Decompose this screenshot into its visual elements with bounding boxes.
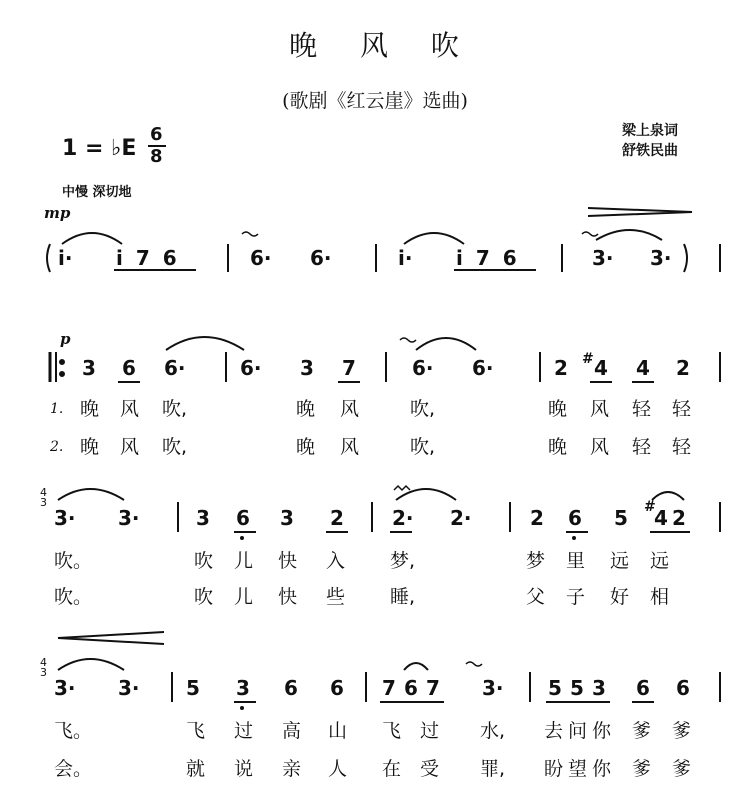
lyric: 飞 bbox=[186, 720, 206, 742]
lyric: 爹 bbox=[632, 720, 652, 742]
lyric: 风 bbox=[120, 436, 140, 458]
note: 2· bbox=[392, 506, 414, 530]
note: 3· bbox=[118, 506, 140, 530]
repeat-dot bbox=[60, 372, 64, 376]
note-group: i 7 6 bbox=[456, 246, 517, 270]
note: 3· bbox=[592, 246, 614, 270]
note: 3· bbox=[118, 676, 140, 700]
lyric: 盼 bbox=[544, 758, 564, 780]
grace-note: 3 bbox=[40, 666, 47, 679]
decrescendo-hairpin bbox=[588, 208, 692, 216]
note: 3· bbox=[650, 246, 672, 270]
note: 3 bbox=[236, 676, 250, 700]
lyric: 吹。 bbox=[54, 550, 93, 572]
grace-note: 3 bbox=[40, 496, 47, 509]
song-title: 晚 风 吹 bbox=[289, 29, 461, 62]
note: 7 bbox=[382, 676, 396, 700]
note: 3· bbox=[54, 506, 76, 530]
note: 4 bbox=[654, 506, 668, 530]
lyric: 子 bbox=[566, 586, 586, 608]
note: i· bbox=[398, 246, 413, 270]
lyric: 儿 bbox=[234, 550, 254, 572]
note: 6· bbox=[164, 356, 186, 380]
octave-dot bbox=[240, 706, 244, 710]
lyric: 风 bbox=[340, 398, 360, 420]
lyric: 快 bbox=[278, 550, 298, 572]
lyric: 飞。 bbox=[54, 720, 93, 742]
ornament-mark bbox=[466, 662, 482, 666]
note: 5 bbox=[548, 676, 562, 700]
slur bbox=[58, 489, 124, 500]
lyric: 吹。 bbox=[54, 586, 93, 608]
lyric: 高 bbox=[282, 720, 302, 742]
dynamic-p: p bbox=[60, 330, 71, 348]
slur bbox=[396, 489, 456, 500]
note: 6 bbox=[122, 356, 136, 380]
lyric: 吹 bbox=[194, 550, 214, 572]
note: 6 bbox=[404, 676, 418, 700]
mordent-mark bbox=[394, 486, 410, 490]
lyric: 快 bbox=[278, 586, 298, 608]
note: 5 bbox=[614, 506, 628, 530]
lyric: 爹 bbox=[672, 720, 692, 742]
note: 3 bbox=[196, 506, 210, 530]
slur bbox=[404, 663, 428, 670]
lyric: 风 bbox=[340, 436, 360, 458]
ornament-mark bbox=[242, 232, 258, 236]
lyric: 就 bbox=[186, 758, 206, 780]
lyric: 远 bbox=[650, 550, 670, 572]
lyric: 风 bbox=[120, 398, 140, 420]
lyric: 吹 bbox=[194, 586, 214, 608]
note: 3· bbox=[54, 676, 76, 700]
slur bbox=[58, 659, 124, 670]
lyric: 些 bbox=[326, 586, 346, 608]
note: 7 bbox=[342, 356, 356, 380]
verse-number: 1. bbox=[50, 401, 64, 417]
lyric: 父 bbox=[526, 586, 546, 608]
note: 6 bbox=[284, 676, 298, 700]
note: 6 bbox=[568, 506, 582, 530]
slur bbox=[652, 492, 684, 500]
lyric: 晚 bbox=[548, 436, 568, 458]
lyric: 轻 bbox=[632, 398, 652, 420]
lyric: 罪, bbox=[480, 758, 506, 780]
lyric: 吹, bbox=[410, 398, 436, 420]
lyric: 晚 bbox=[80, 436, 100, 458]
slur bbox=[62, 233, 122, 244]
sharp-sign: # bbox=[644, 499, 656, 515]
lyric: 会。 bbox=[54, 758, 93, 780]
note: 6· bbox=[310, 246, 332, 270]
grace-note: 4 bbox=[40, 486, 47, 499]
lyric: 爹 bbox=[632, 758, 652, 780]
composer-credit: 舒铁民曲 bbox=[622, 143, 678, 159]
intro-bracket-left bbox=[47, 244, 50, 272]
key-signature: 1 = ♭E bbox=[62, 136, 137, 161]
lyric: 远 bbox=[610, 550, 630, 572]
lyric: 晚 bbox=[296, 398, 316, 420]
lyric: 晚 bbox=[548, 398, 568, 420]
lyric: 说 bbox=[234, 758, 254, 780]
note: 5 bbox=[186, 676, 200, 700]
lyric: 睡, bbox=[390, 586, 416, 608]
note: i· bbox=[58, 246, 73, 270]
note: 2 bbox=[554, 356, 568, 380]
octave-dot bbox=[572, 536, 576, 540]
tempo-marking: 中慢 深切地 bbox=[62, 185, 132, 200]
note: 6· bbox=[250, 246, 272, 270]
lyric: 吹, bbox=[162, 398, 188, 420]
dynamic-mp: mp bbox=[44, 204, 71, 222]
note: 6 bbox=[636, 676, 650, 700]
lyric: 飞 bbox=[382, 720, 402, 742]
repeat-dot bbox=[60, 360, 64, 364]
note: 2· bbox=[450, 506, 472, 530]
note: 6 bbox=[330, 676, 344, 700]
lyric: 吹, bbox=[410, 436, 436, 458]
lyric: 过 bbox=[420, 720, 440, 742]
note: 3 bbox=[300, 356, 314, 380]
lyric: 梦 bbox=[526, 550, 546, 572]
time-signature-bottom: 8 bbox=[150, 146, 163, 167]
lyric: 轻 bbox=[672, 436, 692, 458]
octave-dot bbox=[240, 536, 244, 540]
note: 6 bbox=[236, 506, 250, 530]
sharp-sign: # bbox=[582, 351, 594, 367]
slur bbox=[416, 338, 476, 350]
lyricist-credit: 梁上泉词 bbox=[622, 123, 678, 139]
time-signature-top: 6 bbox=[150, 124, 163, 145]
intro-bracket-right bbox=[684, 244, 687, 272]
lyric: 过 bbox=[234, 720, 254, 742]
note: 4 bbox=[594, 356, 608, 380]
note: 3 bbox=[592, 676, 606, 700]
note: 2 bbox=[330, 506, 344, 530]
note: 2 bbox=[676, 356, 690, 380]
lyric: 轻 bbox=[632, 436, 652, 458]
lyric: 山 bbox=[328, 720, 348, 742]
note: 3 bbox=[82, 356, 96, 380]
lyric: 望 bbox=[568, 758, 588, 780]
lyric: 里 bbox=[566, 550, 586, 572]
verse-number: 2. bbox=[50, 439, 64, 455]
note: 4 bbox=[636, 356, 650, 380]
lyric: 去 bbox=[544, 720, 564, 742]
note: 2 bbox=[530, 506, 544, 530]
lyric: 风 bbox=[590, 398, 610, 420]
lyric: 晚 bbox=[80, 398, 100, 420]
song-subtitle: (歌剧《红云崖》选曲) bbox=[282, 90, 468, 112]
note: 7 bbox=[426, 676, 440, 700]
lyric: 梦, bbox=[390, 550, 416, 572]
note: 3· bbox=[482, 676, 504, 700]
lyric: 受 bbox=[420, 758, 440, 780]
note: 2 bbox=[672, 506, 686, 530]
lyric: 问 bbox=[568, 720, 588, 742]
lyric: 相 bbox=[650, 586, 670, 608]
lyric: 你 bbox=[592, 720, 612, 742]
lyric: 水, bbox=[480, 720, 506, 742]
grace-note: 4 bbox=[40, 656, 47, 669]
lyric: 亲 bbox=[282, 758, 302, 780]
note-group: i 7 6 bbox=[116, 246, 177, 270]
lyric: 晚 bbox=[296, 436, 316, 458]
lyric: 人 bbox=[328, 758, 348, 780]
note: 6 bbox=[676, 676, 690, 700]
lyric: 爹 bbox=[672, 758, 692, 780]
lyric: 好 bbox=[610, 586, 630, 608]
lyric: 轻 bbox=[672, 398, 692, 420]
lyric: 在 bbox=[382, 758, 402, 780]
note: 3 bbox=[280, 506, 294, 530]
lyric: 你 bbox=[592, 758, 612, 780]
crescendo-hairpin bbox=[58, 632, 164, 644]
lyric: 儿 bbox=[234, 586, 254, 608]
note: 5 bbox=[570, 676, 584, 700]
lyric: 入 bbox=[326, 550, 346, 572]
note: 6· bbox=[472, 356, 494, 380]
ornament-mark bbox=[582, 232, 598, 236]
lyric: 吹, bbox=[162, 436, 188, 458]
note: 6· bbox=[412, 356, 434, 380]
slur bbox=[596, 230, 662, 240]
slur bbox=[166, 337, 244, 350]
ornament-mark bbox=[400, 338, 416, 342]
note: 6· bbox=[240, 356, 262, 380]
lyric: 风 bbox=[590, 436, 610, 458]
slur bbox=[404, 233, 464, 244]
